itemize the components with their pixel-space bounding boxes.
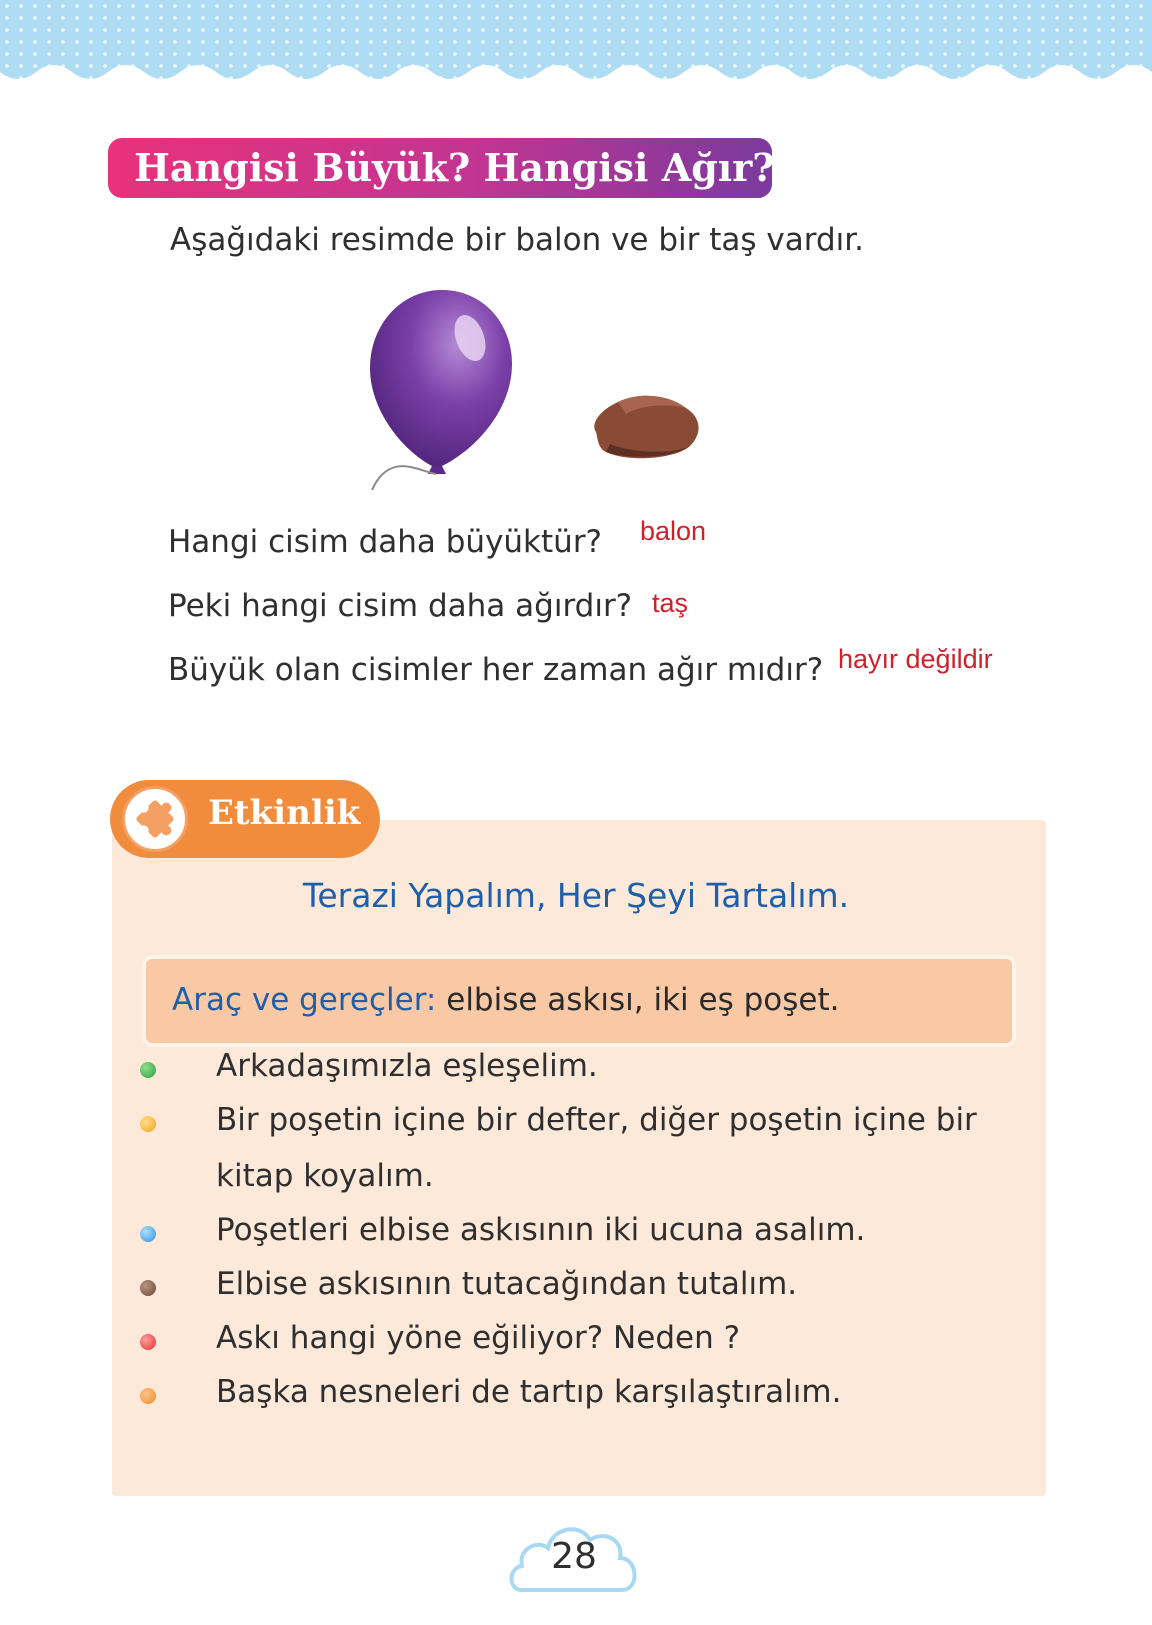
activity-title: Terazi Yapalım, Her Şeyi Tartalım. [302,876,850,915]
answer-2: taş [652,588,689,618]
question-1: Hangi cisim daha büyüktür? [168,524,603,560]
step-bullet-brown [140,1280,156,1296]
wave-edge [0,62,1152,96]
step-2-line-2: kitap koyalım. [216,1158,434,1194]
balloon-icon [370,290,512,490]
materials-list: elbise askısı, iki eş poşet. [446,982,840,1018]
materials-line [172,982,839,1018]
step-2-line-1: Bir poşetin içine bir defter, diğer poşetin içine bir [216,1102,977,1138]
step-4: Elbise askısının tutacağından tutalım. [216,1266,798,1302]
step-bullet-green [140,1062,156,1078]
puzzle-icon [125,789,185,849]
section-title: Hangisi Büyük? Hangisi Ağır? [108,138,772,198]
page-number: 28 [551,1536,597,1577]
question-2: Peki hangi cisim daha ağırdır? [168,588,633,624]
badge-circle [122,786,188,852]
step-bullet-orange [140,1388,156,1404]
answer-3: hayır değildir [838,644,993,674]
stone-icon [594,396,698,459]
top-decorative-band [0,0,1152,92]
step-5: Askı hangi yöne eğiliyor? Neden ? [216,1320,741,1356]
step-bullet-blue [140,1226,156,1242]
materials-label: Araç ve gereçler: [172,982,437,1018]
activity-badge-label: Etkinlik [208,793,361,833]
question-3: Büyük olan cisimler her zaman ağır mıdır? [168,652,824,688]
step-3: Poşetleri elbise askısının iki ucuna asalım. [216,1212,866,1248]
step-bullet-red [140,1334,156,1350]
balloon-and-stone-illustration [370,290,730,510]
intro-text: Aşağıdaki resimde bir balon ve bir taş vardır. [170,222,864,258]
step-6: Başka nesneleri de tartıp karşılaştıralım. [216,1374,842,1410]
step-bullet-yellow [140,1116,156,1132]
answer-1: balon [640,516,707,546]
step-1: Arkadaşımızla eşleşelim. [216,1048,598,1084]
